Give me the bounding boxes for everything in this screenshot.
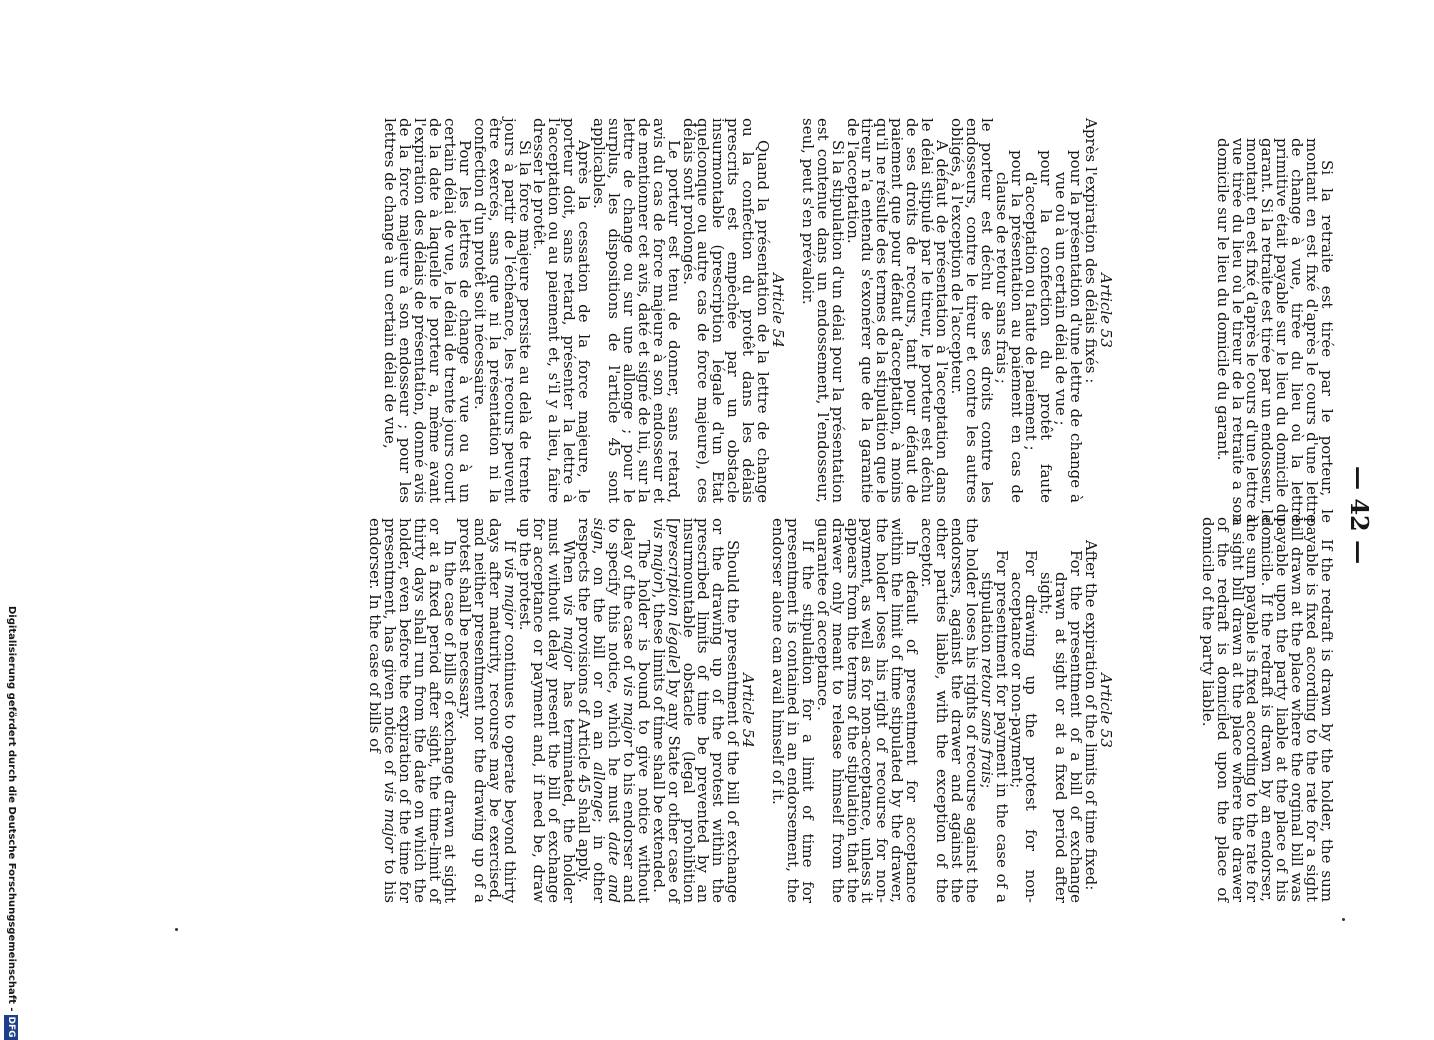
- credit-text: Digitalisierung gefördert durch die Deutsche Forschungsgemeinschaft -: [6, 606, 17, 1012]
- french-paragraph: Si la stipulation d'un délai pour la présentation est contenue dans un endossement, l'endosseur, seul, peut s'en prévaloir.: [798, 118, 847, 503]
- scan-speck: [175, 928, 178, 931]
- english-paragraph: [649, 518, 743, 903]
- english-intro-paragraph: If the redraft is drawn by the holder, the sum payable is fixed according to the rate for a sight bill drawn at the place where the orginal bill was payable upon the party liable at the place of his domicile. If the redraft is drawn by an endorser, the sum payable is fixed according to the rate for a sight bill drawn at the place where the drawer of the redraft is domiciled upon the place of domicile of the party liable.: [1198, 517, 1336, 902]
- french-article-53-item: pour la présentation d'une lettre de change à vue ou à un certain délai de vue ;: [1052, 150, 1086, 503]
- text-run: ] by any State or other case of: [664, 668, 683, 903]
- text-run: continues to operate beyond thirty days after maturity, recourse may be exercised, and neither presentment nor the drawing up of a protest shall be necessary.: [455, 518, 519, 903]
- french-article-53-item: pour la présentation au paiement en cas de clause de retour sans frais ;: [992, 150, 1026, 503]
- english-paragraph: [366, 518, 460, 903]
- english-article-53-item: For drawing up the protest for non-acceptance or non-payment;: [1007, 550, 1041, 903]
- english-article-53-item: [979, 518, 1009, 903]
- italic-term: vis major: [649, 518, 668, 588]
- english-article-53-item: For the presentment of a bill of exchange drawn at sight or at a fixed period after sight;: [1037, 550, 1086, 903]
- italic-term: vis major: [619, 675, 638, 747]
- english-paragraph: [517, 518, 577, 903]
- french-article-53-heading: Article 53: [1097, 273, 1115, 348]
- english-article-53-heading: Article 53: [1097, 673, 1115, 748]
- french-articles-column: [381, 118, 1115, 503]
- english-article-53-lead: After the expiration of the limits of time fixed:: [1082, 540, 1101, 891]
- italic-term: allonge: [590, 762, 609, 818]
- text-run: to his endorser and to specify this notice, which he must: [605, 518, 638, 903]
- italic-term: retour sans frais: [977, 657, 996, 784]
- text-run: to his endorser. In the case of bills of: [366, 518, 400, 903]
- english-paragraph: If the stipulation for a limit of time for presentment is contained in an endorsement, the endorser alone can avail himself of it.: [769, 518, 817, 903]
- digitization-credit: [4, 606, 18, 1038]
- text-run: Should the presentment of the bill of exchange or the drawing up of the protest within the prescribed limits of time be prevented by an insurmountable obstacle (legal prohibition [: [664, 518, 743, 903]
- english-article-54-heading: Article 54: [739, 673, 758, 748]
- text-run: The holder is bound to give notice without delay of the case of: [619, 518, 653, 903]
- text-run: For presentment for payment in the case of a stipulation: [977, 550, 1011, 903]
- french-paragraph: le porteur est déchu de ses droits contre les endosseurs, contre le tireur et contre les autres obligés, à l'exception de l'accepteur.: [947, 118, 996, 503]
- scan-speck: [1342, 918, 1345, 921]
- french-intro-column: [1170, 138, 1334, 523]
- french-paragraph: Quand la présentation de la lettre de change ou la confection du protêt dans les délais prescrits est empêchée par un obstacle insurmontable (prescription légale d'un Etat quelconque ou autre cas de force majeure), ces délais sont prolongés.: [679, 118, 773, 503]
- text-run: ; in other respects the provisions of Article 45 shall apply.: [575, 518, 609, 903]
- french-paragraph: A défaut de présentation à l'acceptation dans le délai stipulé par le tireur, le porteur est déchu de ses droits de recours, tant pour défaut de paiement que pour défaut d'acceptation, à moins qu'il ne résulte des termes de la stipulation que le tireur n'a entendu s'exonérer que de la garantie de l'acceptation.: [843, 118, 952, 503]
- text-run: When: [560, 540, 579, 595]
- french-paragraph: Si la force majeure persiste au delà de trente jours à partir de l'échéance, les recours peuvent être exercés, sans que ni la présentation ni la confection d'un protêt soit nécessaire.: [470, 118, 534, 503]
- text-run: In the case of bills of exchange drawn at sight or at a fixed period after sight, the time-limit of thirty days shall run from the date on which the holder, even before the expiration of the time for presentment, has given notice of: [381, 518, 460, 903]
- english-paragraph: In default of presentment for acceptance within the limit of time stipulated by the drawer, the holder loses his right of recourse for non-payment, as well as for non-acceptance, unless it appears from the terms of the stipulation that the drawer only meant to release himself from the guarantee of acceptance.: [813, 518, 922, 903]
- english-articles-column: [366, 518, 1115, 903]
- italic-term: vis major: [500, 557, 519, 629]
- french-article-54-heading: Article 54: [768, 273, 787, 348]
- italic-term: vis major: [381, 781, 400, 853]
- english-paragraph: [457, 518, 517, 903]
- french-paragraph: Après la cessation de la force majeure, le porteur doit, sans retard, présenter la lettre à l'acceptation ou au paiement et, s'il y a lieu, faire dresser le protêt.: [530, 118, 594, 503]
- italic-term: vis major: [560, 594, 579, 671]
- dfg-logo: DFG: [6, 1016, 16, 1038]
- french-paragraph: Pour les lettres de change à vue ou à un certain délai de vue, le délai de trente jours court de la date à laquelle le porteur a, même avant l'expiration des délais de présentation, donné avis de la force majeure à son endosseur ; pour les lettres de change à un certain délai de vue,: [381, 118, 474, 503]
- text-run: ), these limits of time shall be extended.: [649, 587, 668, 893]
- french-paragraph: Le porteur est tenu de donner, sans retard, avis du cas de force majeure à son endosseur et de mentionner cet avis, daté et signé de lui, sur la lettre de change ou sur une allonge ; pour le surplus, les dispositions de l'article 45 sont applicables.: [590, 118, 683, 503]
- italic-term: prescription légale: [664, 523, 683, 669]
- french-intro-paragraph: Si la retraite est tirée par le porteur, le montant en est fixé d'après le cours d'une lettre de change à vue, tirée du lieu où la lettre primitive était payable sur le lieu du domicile du garant. Si la retraite est tirée par un endosseur, le montant en est fixé d'après le cours d'une lettre à vue tirée du lieu où le tireur de la retraite a son domicile sur le lieu du domicile du garant.: [1213, 138, 1336, 523]
- italic-term: date and sign: [590, 518, 623, 903]
- page-number: — 42 —: [1345, 466, 1374, 565]
- text-run: ;: [977, 783, 996, 789]
- english-paragraph: the holder loses his rights of recourse against the endorsers, against the drawer and against the other parties liable, with the exception of the acceptor.: [918, 518, 981, 903]
- english-paragraph: [576, 518, 651, 903]
- french-article-53-lead: Après l'expiration des délais fixés :: [1082, 118, 1101, 384]
- english-intro-column: [1170, 517, 1334, 902]
- french-article-53-item: pour la confection du protêt faute d'acceptation ou faute de paiement ;: [1022, 150, 1056, 503]
- text-run: If: [500, 540, 519, 558]
- text-run: , on the bill or on an: [590, 549, 609, 763]
- text-run: has terminated, the holder must without delay present the bill of exchange for acceptance or payment and, if need be, draw up the protest.: [515, 518, 579, 903]
